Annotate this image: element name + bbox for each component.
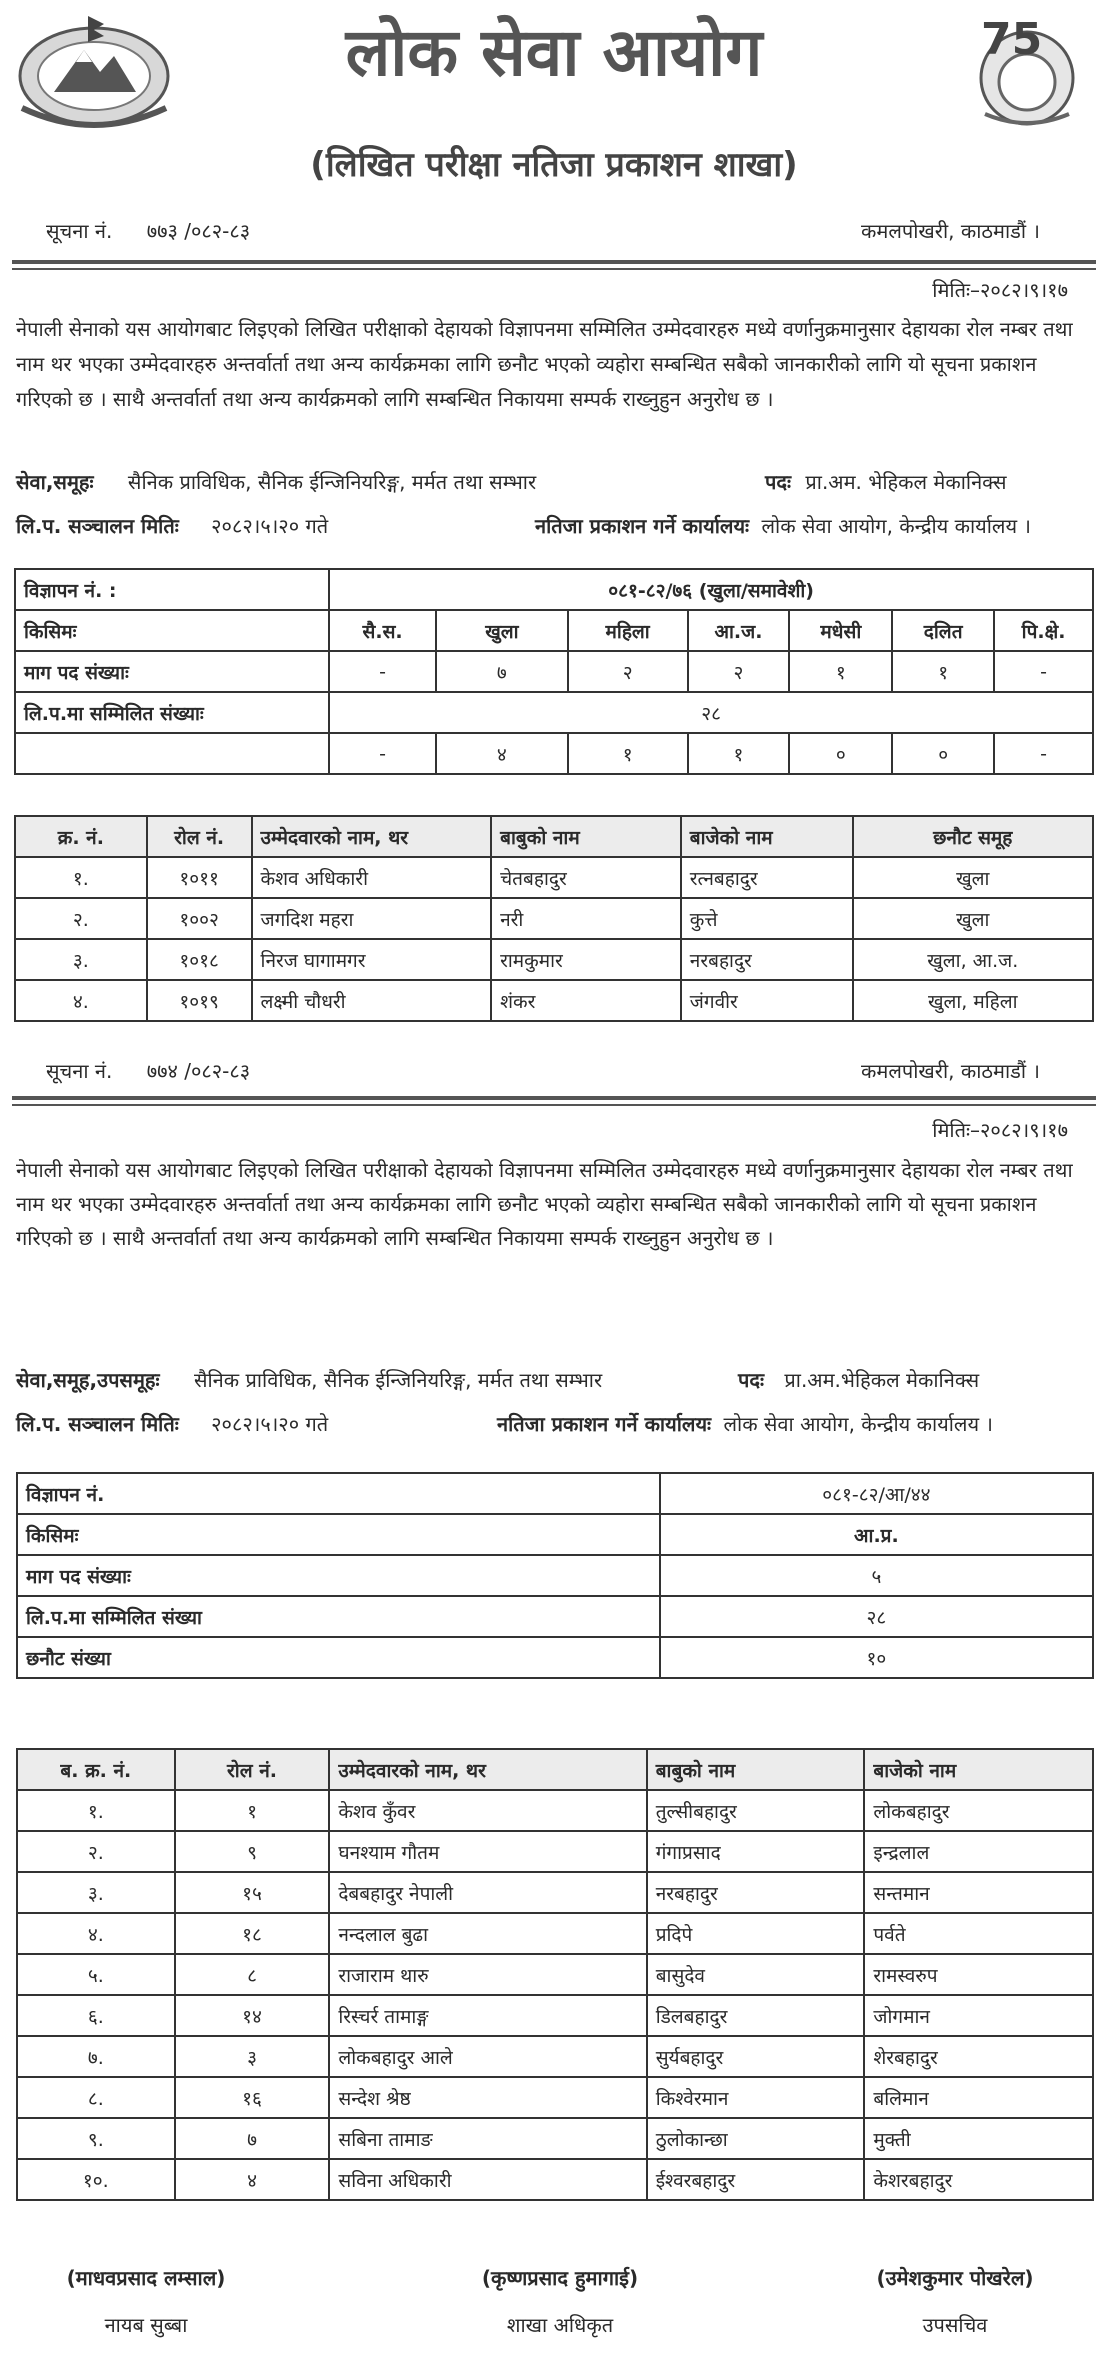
serial-cell: ५. (17, 1954, 175, 1995)
name-cell: केशव अधिकारी (252, 857, 492, 898)
divider (12, 260, 1096, 264)
column-header: ब. क्र. नं. (17, 1749, 175, 1790)
column-header: उम्मेदवारको नाम, थर (329, 1749, 646, 1790)
table-row (15, 651, 1093, 692)
signatory-title: उपसचिव (922, 2313, 988, 2337)
page-title: लोक सेवा आयोग (345, 14, 763, 91)
serial-cell: १०. (17, 2159, 175, 2200)
post-label: पदः (765, 470, 792, 494)
exam-date (16, 1410, 328, 1437)
signatory-name: (माधवप्रसाद लम्साल) (66, 2266, 226, 2290)
signature-block (16, 2264, 276, 2338)
type-label: किसिमः (17, 1514, 660, 1555)
name-cell: राजाराम थारु (329, 1954, 646, 1995)
column-header: बाजेको नाम (681, 816, 853, 857)
table-row (15, 692, 1093, 733)
notice-body: नेपाली सेनाको यस आयोगबाट लिइएको लिखित परीक्षाको देहायको विज्ञापनमा सम्मिलित उम्मेदवारहरु मध्ये वर्णानुक्रमानुसार देहायका रोल नम्बर तथा नाम थर भएका उम्मेदवारहरु अन्तर्वार्ता तथा अन्य कार्यक्रमका लागि छनौट भएको व्यहोरा सम्बन्धित सबैको जानकारीको लागि यो सूचना प्रकाशन गरिएको छ । साथै अन्तर्वार्ता तथा अन्य कार्यक्रमको लागि सम्बन्धित निकायमा सम्पर्क राख्नुहुन अनुरोध छ । (16, 1158, 1073, 1250)
results-table (14, 815, 1094, 1022)
group-cell: खुला, आ.ज. (853, 939, 1093, 980)
name-cell: निरज घागामगर (252, 939, 492, 980)
selected-cell: ४ (436, 733, 568, 774)
type-cell: दलित (892, 610, 994, 651)
roll-cell: १६ (175, 2077, 330, 2118)
grandfather-cell: लोकबहादुर (864, 1790, 1093, 1831)
roll-cell: १०१८ (147, 939, 252, 980)
grandfather-cell: बलिमान (864, 2077, 1093, 2118)
signatory-name: (उमेशकुमार पोखरेल) (876, 2266, 1034, 2290)
service-value: सैनिक प्राविधिक, सैनिक ईन्जिनियरिङ्ग, मर्मत तथा सम्भार (193, 1368, 603, 1392)
column-header: क्र. नं. (15, 816, 147, 857)
table-row (17, 2077, 1093, 2118)
demand-cell: १ (789, 651, 892, 692)
svg-text:75: 75 (981, 14, 1043, 65)
post (738, 1366, 979, 1393)
notice-place: कमलपोखरी, काठमाडौं । (861, 219, 1040, 243)
table-row (15, 857, 1093, 898)
name-cell: रिस्चर्र तामाङ्ग (329, 1995, 646, 2036)
service-label: सेवा,समूहः (16, 470, 94, 494)
exam-date-value: २०८२।५।२० गते (211, 1412, 329, 1436)
exam-date-value: २०८२।५।२० गते (211, 514, 329, 538)
father-cell: किश्वेरमान (647, 2077, 865, 2118)
group-cell: खुला (853, 857, 1093, 898)
office-value: लोक सेवा आयोग, केन्द्रीय कार्यालय । (761, 514, 1031, 538)
table-row (17, 1790, 1093, 1831)
post-value: प्रा.अम.भेहिकल मेकानिक्स (784, 1368, 980, 1392)
name-cell: केशव कुँवर (329, 1790, 646, 1831)
table-row (17, 1555, 1093, 1596)
grandfather-cell: कुत्ते (681, 898, 853, 939)
exam-date (16, 512, 328, 539)
post-value: प्रा.अम. भेहिकल मेकानिक्स (805, 470, 1007, 494)
adv-value: ०८१-८२/आ/४४ (660, 1473, 1093, 1514)
grandfather-cell: नरबहादुर (681, 939, 853, 980)
name-cell: सविना अधिकारी (329, 2159, 646, 2200)
serial-cell: ३. (15, 939, 147, 980)
roll-cell: ८ (175, 1954, 330, 1995)
notice-number-value: ७७३ /०८२-८३ (146, 219, 251, 243)
demand-cell: - (994, 651, 1093, 692)
notice-number-value: ७७४ /०८२-८३ (146, 1059, 251, 1083)
father-cell: बासुदेव (647, 1954, 865, 1995)
name-cell: देबबहादुर नेपाली (329, 1872, 646, 1913)
name-cell: सन्देश श्रेष्ठ (329, 2077, 646, 2118)
type-cell: सै.स. (329, 610, 436, 651)
type-cell: महिला (568, 610, 688, 651)
signature-block (415, 2264, 705, 2338)
exam-date-label: लि.प. सञ्चालन मितिः (16, 514, 179, 538)
column-header: छनौट समूह (853, 816, 1093, 857)
group-cell: खुला, महिला (853, 980, 1093, 1021)
grandfather-cell: रामस्वरुप (864, 1954, 1093, 1995)
table-row (17, 1596, 1093, 1637)
column-header: रोल नं. (175, 1749, 330, 1790)
grandfather-cell: केशरबहादुर (864, 2159, 1093, 2200)
table-row (15, 569, 1093, 610)
grandfather-cell: रत्नबहादुर (681, 857, 853, 898)
name-cell: लोकबहादुर आले (329, 2036, 646, 2077)
name-cell: नन्दलाल बुढा (329, 1913, 646, 1954)
roll-cell: १४ (175, 1995, 330, 2036)
signatory-title: शाखा अधिकृत (506, 2313, 614, 2337)
selected-value: १० (660, 1637, 1093, 1678)
group-cell: खुला (853, 898, 1093, 939)
serial-cell: ८. (17, 2077, 175, 2118)
type-cell: खुला (436, 610, 568, 651)
service-group (16, 1366, 602, 1393)
name-cell: लक्ष्मी चौधरी (252, 980, 492, 1021)
serial-cell: ७. (17, 2036, 175, 2077)
roll-cell: १००२ (147, 898, 252, 939)
type-cell: मधेसी (789, 610, 892, 651)
notice-number-label: सूचना नं. (46, 1059, 113, 1083)
father-cell: रामकुमार (491, 939, 681, 980)
selected-cell: १ (688, 733, 790, 774)
serial-cell: ६. (17, 1995, 175, 2036)
participants-value: २८ (660, 1596, 1093, 1637)
name-cell: जगदिश महरा (252, 898, 492, 939)
demand-label: माग पद संख्याः (15, 651, 329, 692)
empty-cell (15, 733, 329, 774)
serial-cell: २. (17, 1831, 175, 1872)
column-header: रोल नं. (147, 816, 252, 857)
father-cell: तुल्सीबहादुर (647, 1790, 865, 1831)
column-header: बाजेको नाम (864, 1749, 1093, 1790)
summary-table (14, 568, 1094, 775)
grandfather-cell: सन्तमान (864, 1872, 1093, 1913)
notice-date: मितिः–२०८२।९।१७ (932, 1118, 1068, 1142)
signatory-title: नायब सुब्बा (104, 2313, 188, 2337)
selected-cell: - (329, 733, 436, 774)
divider (12, 268, 1096, 270)
adv-label: विज्ञापन नं. (17, 1473, 660, 1514)
page-subtitle: (लिखित परीक्षा नतिजा प्रकाशन शाखा) (310, 145, 798, 185)
column-header: बाबुको नाम (491, 816, 681, 857)
table-row (17, 1473, 1093, 1514)
office-label: नतिजा प्रकाशन गर्ने कार्यालयः (535, 514, 750, 538)
serial-cell: ४. (17, 1913, 175, 1954)
father-cell: नरी (491, 898, 681, 939)
roll-cell: ३ (175, 2036, 330, 2077)
father-cell: ईश्वरबहादुर (647, 2159, 865, 2200)
office-value: लोक सेवा आयोग, केन्द्रीय कार्यालय । (723, 1412, 993, 1436)
demand-cell: - (329, 651, 436, 692)
table-row (17, 1913, 1093, 1954)
roll-cell: १५ (175, 1872, 330, 1913)
service-value: सैनिक प्राविधिक, सैनिक ईन्जिनियरिङ्ग, मर्मत तथा सम्भार (127, 470, 537, 494)
demand-cell: १ (892, 651, 994, 692)
selected-cell: ० (892, 733, 994, 774)
serial-cell: ९. (17, 2118, 175, 2159)
roll-cell: १०११ (147, 857, 252, 898)
type-label: किसिमः (15, 610, 329, 651)
type-cell: पि.क्षे. (994, 610, 1093, 651)
table-row (15, 939, 1093, 980)
grandfather-cell: इन्द्रलाल (864, 1831, 1093, 1872)
table-header-row (15, 816, 1093, 857)
type-cell: आ.ज. (688, 610, 790, 651)
roll-cell: १ (175, 1790, 330, 1831)
participants-label: लि.प.मा सम्मिलित संख्या (17, 1596, 660, 1637)
roll-cell: ४ (175, 2159, 330, 2200)
notice-number (46, 217, 250, 244)
service-group (16, 468, 536, 495)
demand-cell: २ (688, 651, 790, 692)
table-row (15, 610, 1093, 651)
divider (12, 1104, 1096, 1106)
grandfather-cell: जंगवीर (681, 980, 853, 1021)
divider (12, 1096, 1096, 1100)
selected-cell: - (994, 733, 1093, 774)
adv-value: ०८१-८२/७६ (खुला/समावेशी) (329, 569, 1093, 610)
notice-body: नेपाली सेनाको यस आयोगबाट लिइएको लिखित परीक्षाको देहायको विज्ञापनमा सम्मिलित उम्मेदवारहरु मध्ये वर्णानुक्रमानुसार देहायका रोल नम्बर तथा नाम थर भएका उम्मेदवारहरु अन्तर्वार्ता तथा अन्य कार्यक्रमका लागि छनौट भएको व्यहोरा सम्बन्धित सबैको जानकारीको लागि यो सूचना प्रकाशन गरिएको छ । साथै अन्तर्वार्ता तथा अन्य कार्यक्रमको लागि सम्बन्धित निकायमा सम्पर्क राख्नुहुन अनुरोध छ । (16, 317, 1073, 411)
grandfather-cell: मुक्ती (864, 2118, 1093, 2159)
table-row (17, 1954, 1093, 1995)
serial-cell: ३. (17, 1872, 175, 1913)
demand-value: ५ (660, 1555, 1093, 1596)
summary-table (16, 1472, 1094, 1679)
serial-cell: १. (17, 1790, 175, 1831)
demand-cell: २ (568, 651, 688, 692)
notice-number-label: सूचना नं. (46, 219, 113, 243)
father-cell: गंगाप्रसाद (647, 1831, 865, 1872)
grandfather-cell: जोगमान (864, 1995, 1093, 2036)
participants-value: २८ (329, 692, 1093, 733)
post-label: पदः (738, 1368, 765, 1392)
signature-block (820, 2264, 1090, 2338)
notice-number (46, 1057, 250, 1084)
grandfather-cell: शेरबहादुर (864, 2036, 1093, 2077)
roll-cell: ९ (175, 1831, 330, 1872)
table-row (17, 1514, 1093, 1555)
demand-label: माग पद संख्याः (17, 1555, 660, 1596)
table-row (17, 2118, 1093, 2159)
table-row (17, 2036, 1093, 2077)
participants-label: लि.प.मा सम्मिलित संख्याः (15, 692, 329, 733)
selected-label: छनौट संख्या (17, 1637, 660, 1678)
adv-label: विज्ञापन नं. : (15, 569, 329, 610)
demand-cell: ७ (436, 651, 568, 692)
selected-cell: १ (568, 733, 688, 774)
father-cell: प्रदिपे (647, 1913, 865, 1954)
column-header: बाबुको नाम (647, 1749, 865, 1790)
roll-cell: १०१९ (147, 980, 252, 1021)
notice-place: कमलपोखरी, काठमाडौं । (861, 1059, 1040, 1083)
selected-cell: ० (789, 733, 892, 774)
service-label: सेवा,समूह,उपसमूहः (16, 1368, 160, 1392)
table-row (15, 898, 1093, 939)
table-row (15, 733, 1093, 774)
roll-cell: १८ (175, 1913, 330, 1954)
serial-cell: १. (15, 857, 147, 898)
signatory-name: (कृष्णप्रसाद हुमागाई) (481, 2266, 639, 2290)
father-cell: ठुलोकान्छा (647, 2118, 865, 2159)
notice-date: मितिः–२०८२।९।१७ (932, 278, 1068, 302)
father-cell: शंकर (491, 980, 681, 1021)
exam-date-label: लि.प. सञ्चालन मितिः (16, 1412, 179, 1436)
office-label: नतिजा प्रकाशन गर्ने कार्यालयः (497, 1412, 712, 1436)
post (765, 468, 1006, 495)
serial-cell: ४. (15, 980, 147, 1021)
father-cell: चेतबहादुर (491, 857, 681, 898)
result-office (497, 1410, 993, 1437)
grandfather-cell: पर्वते (864, 1913, 1093, 1954)
table-row (17, 1831, 1093, 1872)
father-cell: सुर्यबहादुर (647, 2036, 865, 2077)
table-row (17, 2159, 1093, 2200)
results-table (16, 1748, 1094, 2201)
father-cell: डिलबहादुर (647, 1995, 865, 2036)
type-value: आ.प्र. (660, 1514, 1093, 1555)
result-office (535, 512, 1031, 539)
roll-cell: ७ (175, 2118, 330, 2159)
table-row (17, 1995, 1093, 2036)
table-row (17, 1872, 1093, 1913)
father-cell: नरबहादुर (647, 1872, 865, 1913)
serial-cell: २. (15, 898, 147, 939)
name-cell: सबिना तामाङ (329, 2118, 646, 2159)
name-cell: घनश्याम गौतम (329, 1831, 646, 1872)
column-header: उम्मेदवारको नाम, थर (252, 816, 492, 857)
table-row (17, 1637, 1093, 1678)
table-row (15, 980, 1093, 1021)
table-header-row (17, 1749, 1093, 1790)
